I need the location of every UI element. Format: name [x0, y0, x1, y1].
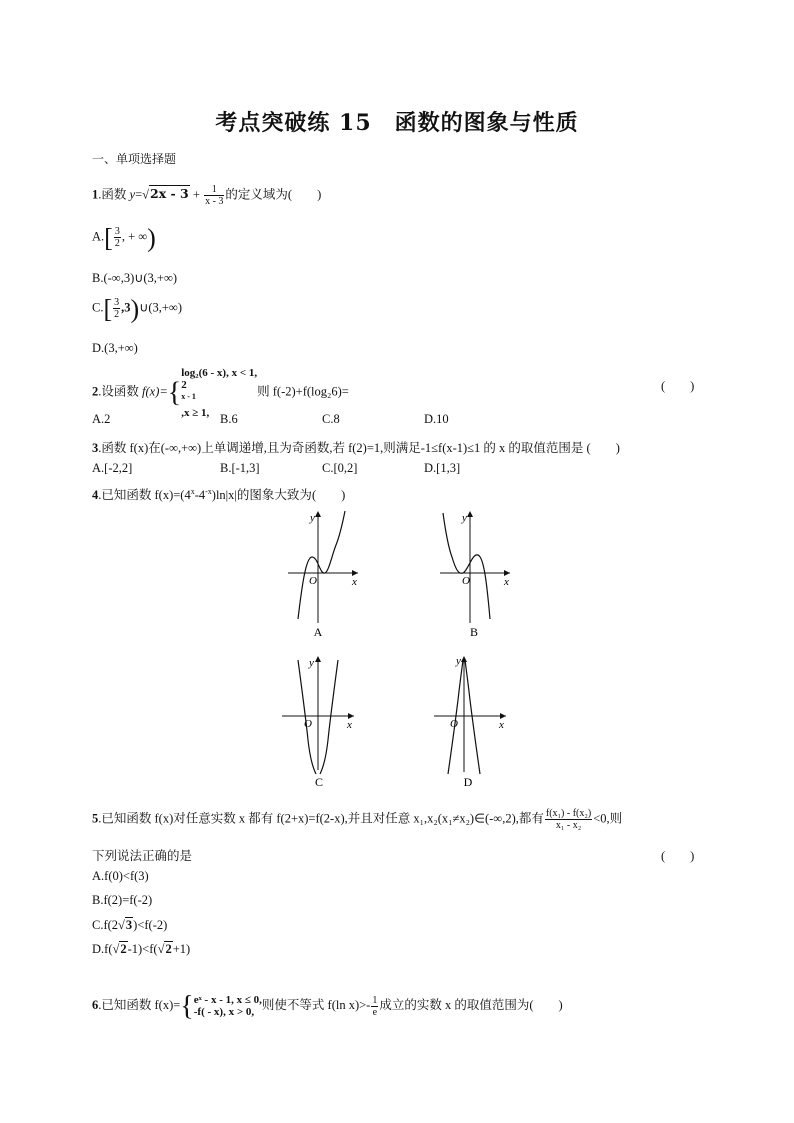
q2-case-1: log₂(6 - x), x < 1, [181, 367, 258, 379]
curve-left [298, 660, 316, 774]
q5-d-pre: D.f( [92, 942, 113, 956]
q1-y: y [129, 187, 136, 202]
axis-label-x: x [352, 576, 357, 588]
graph-label: A [313, 625, 323, 639]
graph-a[interactable] [282, 505, 366, 643]
q1-radicand: 2x - 3 [150, 186, 189, 202]
axis-label-x: x [347, 719, 352, 731]
q5-option-a[interactable]: A.f(0)<f(3) [92, 869, 149, 883]
brace-icon: { [167, 377, 182, 409]
q6-frac-den: e [372, 1006, 378, 1018]
y-arrow-icon [467, 511, 473, 517]
q1-post: 的定义域为( ) [225, 187, 322, 202]
q2-fx: f(x)= [142, 384, 168, 399]
q4-mid: -4 [194, 488, 206, 502]
graph-b[interactable] [434, 505, 518, 643]
question-number: 3 [92, 441, 99, 455]
q4-pre: .已知函数 f(x)=(4 [98, 488, 191, 502]
graph-label: D [463, 775, 473, 789]
answer-paren[interactable]: ( ) [661, 379, 695, 393]
q5-line-2: 下列说法正确的是 [92, 849, 193, 863]
graph-d[interactable] [428, 650, 512, 792]
q5-c-pre: C.f(2 [92, 918, 119, 932]
option-label: A. [92, 229, 105, 244]
q2-case-2-tail: ,x ≥ 1, [181, 406, 210, 419]
q1-option-d[interactable]: D.(3,+∞) [92, 341, 138, 355]
question-3-stem [92, 438, 620, 456]
origin-label: O [462, 575, 470, 587]
q5-c-root: 3 [125, 918, 133, 932]
q1-pre: .函数 [98, 187, 130, 202]
y-arrow-icon [461, 656, 467, 662]
q5-c-post: )<f(-2) [133, 918, 168, 932]
sqrt-sign: √ [142, 187, 150, 202]
paren-right: ) [147, 223, 156, 253]
bracket-left: [ [104, 223, 113, 253]
q2-piecewise [181, 367, 257, 419]
q1-fraction [204, 184, 224, 207]
q6-post: 成立的实数 x 的取值范围为( ) [379, 997, 563, 1012]
q4-exp-2: -x [205, 486, 212, 496]
section-heading: 一、单项选择题 [92, 152, 177, 166]
q2-option-d[interactable]: D.10 [424, 412, 449, 426]
frac-num: 3 [114, 226, 120, 237]
q2-case-2-base: 2 [181, 379, 187, 391]
question-number: 4 [92, 488, 99, 502]
q5-option-d[interactable] [92, 941, 190, 957]
q3-option-d[interactable]: D.[1,3] [424, 461, 461, 475]
paren-right: ) [130, 294, 140, 324]
q1-option-b[interactable]: B.(-∞,3)∪(3,+∞) [92, 271, 178, 285]
frac-num: 3 [114, 297, 120, 308]
q1-plus: + [189, 187, 204, 202]
q5-fraction [545, 808, 592, 831]
option-label: C. [92, 300, 104, 315]
curve [443, 513, 490, 619]
q5-frac-num: f(x₁) - f(x₂) [545, 808, 592, 819]
curve [298, 511, 345, 619]
q5-option-b[interactable]: B.f(2)=f(-2) [92, 893, 153, 907]
q5-d-root-2: 2 [165, 942, 172, 956]
q2-pre: .设函数 [98, 384, 143, 399]
bracket-left: [ [103, 294, 113, 324]
q4-exp-1: x [190, 486, 195, 496]
q5-d-root-1: 2 [120, 942, 127, 956]
curve-left [448, 660, 463, 774]
question-number: 1 [92, 187, 99, 202]
q2-post: 则 f(-2)+f(log₂6)= [257, 384, 349, 399]
q4-post: )ln|x|的图象大致为( ) [211, 488, 346, 502]
q1-option-a[interactable] [92, 223, 156, 253]
q6-frac-num: 1 [372, 994, 378, 1006]
question-6-stem [92, 990, 563, 1022]
q1-a-fraction [114, 226, 121, 249]
q5-tail: <0,则 [593, 811, 623, 826]
q5-text: .已知函数 f(x)对任意实数 x 都有 f(2+x)=f(2-x),并且对任意 x₁,x₂(x₁≠x₂)∈(-∞,2),都有 [98, 811, 544, 826]
q3-option-a[interactable]: A.[-2,2] [92, 461, 133, 475]
question-number: 2 [92, 384, 99, 399]
axis-label-y: y [309, 657, 314, 669]
sqrt-sign: √ [118, 918, 125, 932]
curve-right [465, 660, 480, 774]
q6-case-1: eˣ - x - 1, x ≤ 0, [193, 994, 262, 1006]
sqrt-sign: √ [157, 942, 165, 956]
axis-label-y: y [462, 512, 467, 524]
q1-frac-num: 1 [204, 184, 224, 196]
q1-eq: = [135, 187, 143, 202]
curve-right [320, 660, 338, 774]
graph-label: B [469, 625, 479, 639]
q1-frac-den: x - 3 [205, 196, 224, 207]
axis-label-y: y [310, 512, 315, 524]
q3-option-b[interactable]: B.[-1,3] [220, 461, 260, 475]
q1-c-fraction [113, 297, 120, 320]
page-title: 考点突破练 15 函数的图象与性质 [215, 110, 579, 136]
q6-pre: .已知函数 f(x)= [98, 997, 181, 1012]
frac-den: 2 [114, 238, 120, 249]
q1-option-c[interactable] [92, 294, 182, 324]
q6-case-2: -f( - x), x > 0, [193, 1006, 255, 1018]
question-5-stem [92, 808, 622, 831]
q6-piecewise [194, 994, 262, 1018]
axis-label-x: x [504, 576, 509, 588]
origin-label: O [450, 718, 458, 730]
y-arrow-icon [315, 511, 321, 517]
question-number: 5 [92, 811, 99, 826]
q6-post-pre: 则使不等式 f(ln x)>- [261, 997, 371, 1012]
q5-d-post: +1) [172, 942, 191, 956]
q2-case-2-exp: x - 1 [181, 392, 196, 401]
question-number: 6 [92, 997, 99, 1012]
answer-paren[interactable]: ( ) [661, 849, 695, 863]
q3-text: .函数 f(x)在(-∞,+∞)上单调递增,且为奇函数,若 f(2)=1,则满足-1≤f(x-1)≤1 的 x 的取值范围是 ( ) [98, 441, 620, 455]
axis-label-x: x [499, 719, 504, 731]
q6-fraction [371, 995, 378, 1018]
q1-a-tail: , + ∞ [121, 229, 148, 244]
brace-icon: { [180, 990, 194, 1022]
question-1-stem [92, 184, 321, 207]
q5-frac-den: x₁ - x₂ [555, 820, 582, 831]
q1-c-tail: ∪(3,+∞) [139, 300, 182, 315]
q1-c-mid: ,3 [121, 300, 131, 315]
q2-option-b[interactable]: B.6 [220, 412, 238, 426]
origin-label: O [304, 718, 312, 730]
sqrt-sign: √ [112, 942, 120, 956]
q5-option-c[interactable] [92, 917, 167, 933]
question-2-stem [92, 367, 349, 419]
q3-option-c[interactable]: C.[0,2] [322, 461, 358, 475]
axis-label-y: y [456, 655, 461, 667]
question-4-stem [92, 485, 345, 503]
q2-option-a[interactable]: A.2 [92, 412, 111, 426]
q2-option-c[interactable]: C.8 [322, 412, 340, 426]
graph-label: C [314, 775, 324, 789]
origin-label: O [309, 575, 317, 587]
y-arrow-icon [315, 656, 321, 662]
frac-den: 2 [114, 309, 120, 320]
graph-c[interactable] [276, 650, 360, 792]
q5-d-mid: -1)<f( [127, 942, 158, 956]
